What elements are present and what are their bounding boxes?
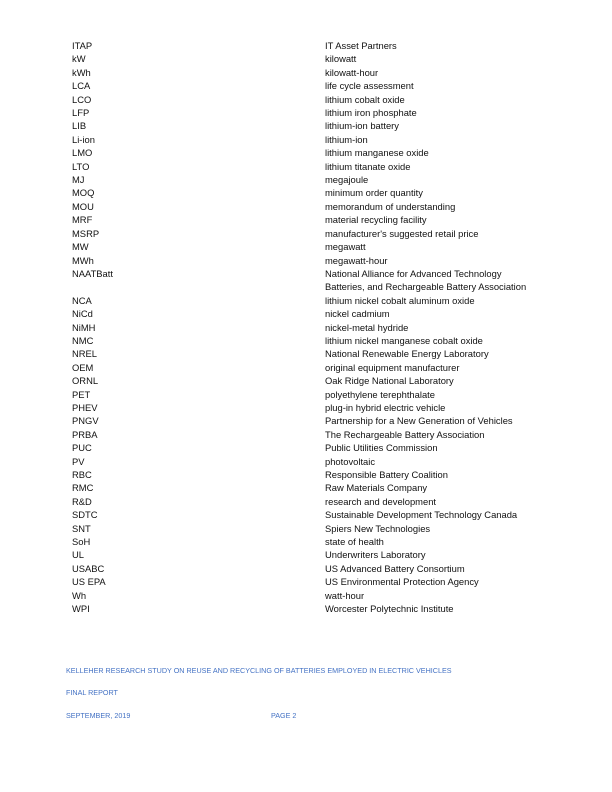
abbreviation-definition: lithium manganese oxide: [325, 147, 429, 159]
abbreviation-term: MJ: [72, 174, 85, 186]
footer-study-title: KELLEHER RESEARCH STUDY ON REUSE AND RECYCLING OF BATTERIES EMPLOYED IN ELECTRIC VEHICLES: [66, 666, 452, 675]
abbreviation-term: LCO: [72, 93, 92, 105]
abbreviation-row: [72, 267, 542, 294]
footer-report-type: FINAL REPORT: [66, 688, 118, 697]
abbreviation-term: USABC: [72, 562, 105, 574]
abbreviation-definition: lithium-ion: [325, 133, 368, 145]
abbreviation-definition: kilowatt: [325, 53, 357, 65]
abbreviation-row: [72, 254, 542, 267]
abbreviation-term: Li-ion: [72, 133, 95, 145]
abbreviation-list: [72, 39, 542, 615]
abbreviation-row: [72, 186, 542, 199]
abbreviation-definition: lithium nickel cobalt aluminum oxide: [325, 294, 475, 306]
abbreviation-row: [72, 401, 542, 414]
abbreviation-definition: life cycle assessment: [325, 80, 414, 92]
abbreviation-definition: megajoule: [325, 174, 369, 186]
abbreviation-term: MW: [72, 241, 89, 253]
abbreviation-definition: manufacturer's suggested retail price: [325, 227, 479, 239]
abbreviation-definition: lithium cobalt oxide: [325, 93, 405, 105]
abbreviation-row: [72, 93, 542, 106]
abbreviation-definition: original equipment manufacturer: [325, 361, 460, 373]
abbreviation-term: LTO: [72, 160, 90, 172]
abbreviation-row: [72, 535, 542, 548]
abbreviation-term: MWh: [72, 254, 94, 266]
abbreviation-definition: research and development: [325, 495, 437, 507]
abbreviation-term: RMC: [72, 482, 94, 494]
abbreviation-definition: photovoltaic: [325, 455, 376, 467]
abbreviation-definition: Public Utilities Commission: [325, 442, 438, 454]
abbreviation-row: [72, 66, 542, 79]
abbreviation-definition: Responsible Battery Coalition: [325, 469, 448, 480]
abbreviation-term: LIB: [72, 120, 87, 132]
abbreviation-row: [72, 119, 542, 132]
abbreviation-row: [72, 468, 542, 481]
abbreviation-row: [72, 602, 542, 615]
footer-page-number: PAGE 2: [271, 711, 297, 720]
abbreviation-term: kWh: [72, 66, 91, 78]
abbreviation-definition: megawatt: [325, 241, 366, 253]
abbreviation-term: SNT: [72, 522, 91, 534]
abbreviation-term: MSRP: [72, 227, 100, 239]
abbreviation-term: MOU: [72, 200, 94, 212]
abbreviation-term: PUC: [72, 442, 92, 454]
abbreviation-row: [72, 79, 542, 92]
abbreviation-row: [72, 160, 542, 173]
abbreviation-definition: material recycling facility: [325, 214, 427, 226]
abbreviation-term: SDTC: [72, 509, 98, 521]
abbreviation-row: [72, 173, 542, 186]
abbreviation-row: [72, 428, 542, 441]
abbreviation-term: PNGV: [72, 415, 99, 427]
abbreviation-definition: watt-hour: [325, 589, 365, 601]
abbreviation-term: UL: [72, 549, 84, 561]
abbreviation-definition: lithium nickel manganese cobalt oxide: [325, 334, 483, 346]
abbreviation-row: [72, 441, 542, 454]
abbreviation-row: [72, 133, 542, 146]
abbreviation-row: [72, 575, 542, 588]
abbreviation-term: SoH: [72, 536, 91, 548]
abbreviation-term: Wh: [72, 589, 87, 601]
abbreviation-row: [72, 106, 542, 119]
abbreviation-definition: state of health: [325, 536, 384, 548]
abbreviation-row: [72, 227, 542, 240]
abbreviation-definition: National Renewable Energy Laboratory: [325, 348, 489, 360]
abbreviation-term: MOQ: [72, 187, 95, 199]
abbreviation-term: LCA: [72, 80, 91, 92]
abbreviation-row: [72, 213, 542, 226]
abbreviation-definition: Oak Ridge National Laboratory: [325, 375, 454, 387]
abbreviation-definition: lithium-ion battery: [325, 120, 399, 132]
abbreviation-term: ORNL: [72, 375, 99, 387]
abbreviation-term: ITAP: [72, 40, 93, 51]
abbreviation-term: PRBA: [72, 428, 98, 440]
abbreviation-row: [72, 495, 542, 508]
abbreviation-term: NiMH: [72, 321, 96, 333]
abbreviation-definition: Sustainable Development Technology Canada: [325, 509, 518, 521]
abbreviation-row: [72, 374, 542, 387]
abbreviation-row: [72, 240, 542, 253]
abbreviation-row: [72, 522, 542, 535]
abbreviation-term: NAATBatt: [72, 267, 113, 279]
footer-date: SEPTEMBER, 2019: [66, 711, 131, 720]
abbreviation-term: OEM: [72, 361, 94, 373]
abbreviation-term: NREL: [72, 348, 98, 360]
abbreviation-term: R&D: [72, 495, 92, 507]
abbreviation-definition: nickel-metal hydride: [325, 321, 409, 333]
abbreviation-term: PHEV: [72, 401, 98, 413]
abbreviation-row: [72, 334, 542, 347]
abbreviation-row: [72, 589, 542, 602]
abbreviation-definition: Spiers New Technologies: [325, 522, 431, 534]
abbreviation-term: NCA: [72, 294, 92, 306]
abbreviation-definition: polyethylene terephthalate: [325, 388, 435, 400]
abbreviation-row: [72, 146, 542, 159]
abbreviation-row: [72, 562, 542, 575]
abbreviation-term: PET: [72, 388, 91, 400]
abbreviation-row: [72, 347, 542, 360]
abbreviation-term: NMC: [72, 334, 94, 346]
abbreviation-row: [72, 414, 542, 427]
abbreviation-row: [72, 548, 542, 561]
abbreviation-definition: megawatt-hour: [325, 254, 388, 266]
abbreviation-row: [72, 321, 542, 334]
abbreviation-term: PV: [72, 455, 85, 467]
abbreviation-definition: kilowatt-hour: [325, 66, 379, 78]
abbreviation-term: NiCd: [72, 308, 93, 320]
abbreviation-term: RBC: [72, 469, 92, 480]
abbreviation-definition: Underwriters Laboratory: [325, 549, 426, 561]
abbreviation-definition: lithium iron phosphate: [325, 107, 417, 119]
abbreviation-definition: Worcester Polytechnic Institute: [325, 603, 454, 615]
abbreviation-term: LMO: [72, 147, 93, 159]
abbreviation-row: [72, 361, 542, 374]
abbreviation-term: MRF: [72, 214, 93, 226]
abbreviation-definition: memorandum of understanding: [325, 200, 456, 212]
abbreviation-definition: IT Asset Partners: [325, 40, 397, 51]
abbreviation-row: [72, 307, 542, 320]
abbreviation-row: [72, 455, 542, 468]
abbreviation-definition: The Rechargeable Battery Association: [325, 428, 485, 440]
abbreviation-term: US EPA: [72, 576, 106, 588]
abbreviation-row: [72, 52, 542, 65]
abbreviation-definition: plug-in hybrid electric vehicle: [325, 401, 446, 413]
abbreviation-definition: nickel cadmium: [325, 308, 390, 320]
abbreviation-term: kW: [72, 53, 86, 65]
footer-date-line: [66, 711, 297, 720]
abbreviation-definition: minimum order quantity: [325, 187, 423, 199]
abbreviation-row: [72, 39, 542, 52]
abbreviation-definition: Partnership for a New Generation of Vehicles: [325, 415, 513, 427]
abbreviation-row: [72, 200, 542, 213]
abbreviation-term: LFP: [72, 107, 90, 119]
abbreviation-definition: Raw Materials Company: [325, 482, 428, 494]
abbreviation-row: [72, 388, 542, 401]
abbreviation-definition: US Advanced Battery Consortium: [325, 562, 465, 574]
abbreviation-definition: lithium titanate oxide: [325, 160, 411, 172]
abbreviation-term: WPI: [72, 603, 90, 615]
abbreviation-definition: National Alliance for Advanced Technology Batteries, and Rechargeable Battery Association: [325, 267, 527, 293]
abbreviation-row: [72, 481, 542, 494]
abbreviation-definition: US Environmental Protection Agency: [325, 576, 479, 588]
abbreviation-row: [72, 508, 542, 521]
abbreviation-row: [72, 294, 542, 307]
